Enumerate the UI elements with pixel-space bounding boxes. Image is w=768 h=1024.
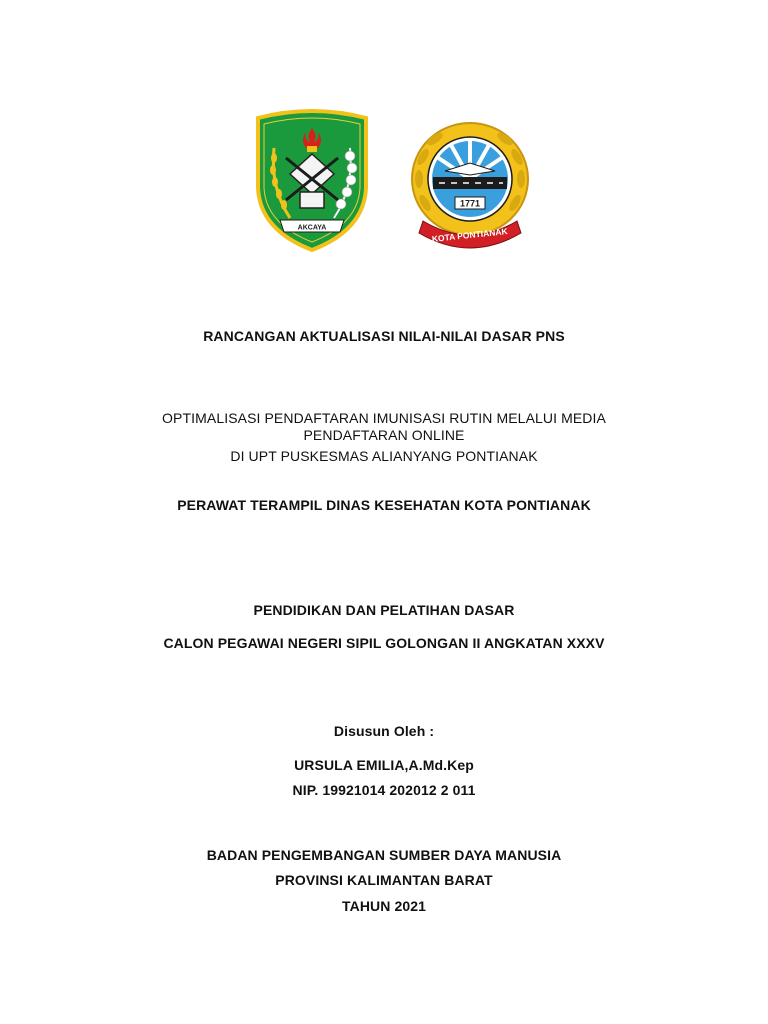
document-type-heading: RANCANGAN AKTUALISASI NILAI-NILAI DASAR PNS (203, 328, 565, 344)
author-nip: NIP. 19921014 202012 2 011 (292, 782, 476, 798)
svg-text:KOTA PONTIANAK: KOTA PONTIANAK (431, 226, 509, 244)
svg-text:AKCAYA: AKCAYA (297, 224, 327, 232)
author-name: URSULA EMILIA,A.Md.Kep (294, 757, 474, 773)
svg-text:1771: 1771 (459, 198, 481, 209)
kota-pontianak-emblem-icon (405, 117, 535, 251)
program-line-2: CALON PEGAWAI NEGERI SIPIL GOLONGAN II ANGKATAN XXXV (163, 635, 605, 651)
program-line-1: PENDIDIKAN DAN PELATIHAN DASAR (253, 602, 515, 618)
institution-line-1: BADAN PENGEMBANGAN SUMBER DAYA MANUSIA (206, 847, 562, 863)
kalimantan-barat-emblem-icon (254, 108, 370, 252)
title-line-1: OPTIMALISASI PENDAFTARAN IMUNISASI RUTIN MELALUI MEDIA (162, 410, 606, 426)
author-label: Disusun Oleh : (333, 723, 435, 739)
year-line: TAHUN 2021 (342, 898, 426, 914)
title-line-2: PENDAFTARAN ONLINE (303, 427, 465, 443)
title-line-3: DI UPT PUSKESMAS ALIANYANG PONTIANAK (230, 448, 538, 464)
position-heading: PERAWAT TERAMPIL DINAS KESEHATAN KOTA PONTIANAK (177, 497, 591, 513)
institution-line-2: PROVINSI KALIMANTAN BARAT (275, 872, 493, 888)
